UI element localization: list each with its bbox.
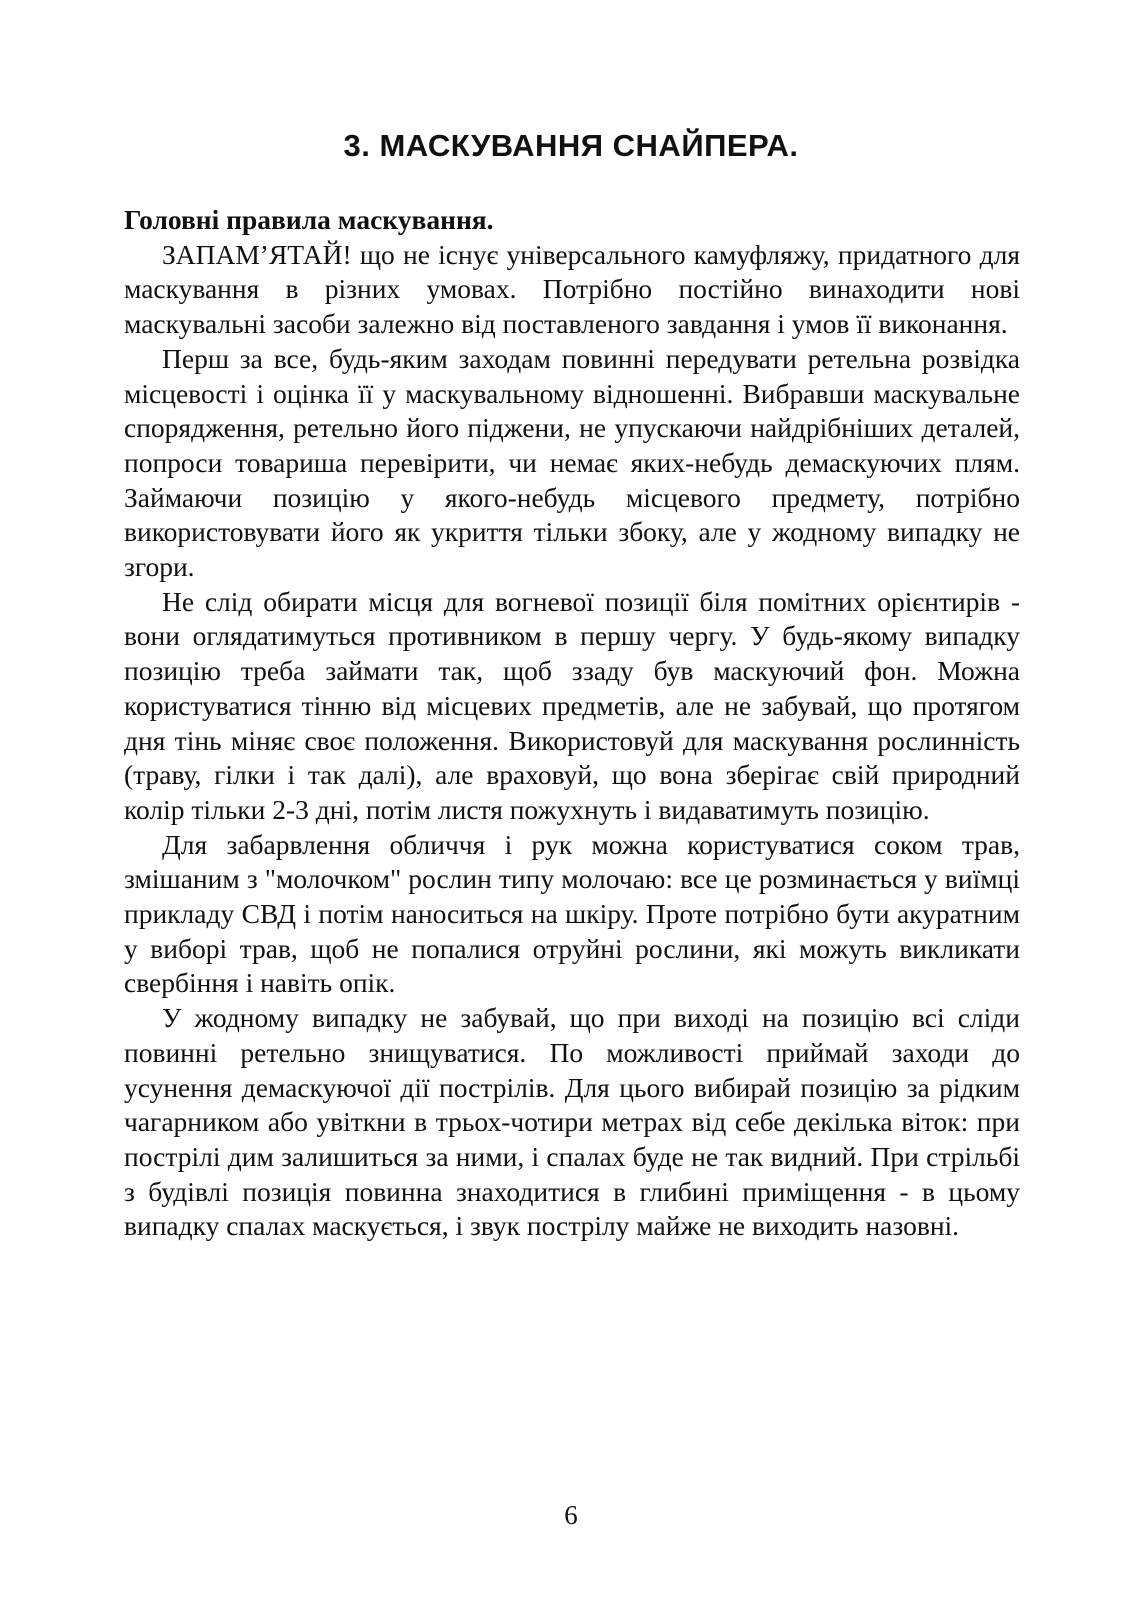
paragraph-text: що не існує універсального камуфляжу, придатного для маскування в різних умовах. Потрібно постійно винаходити нові маскувальні засоби залежно від поставленого завдання і умов її виконання. [124,238,1020,340]
section-title: 3. МАСКУВАННЯ СНАЙПЕРА. [343,128,799,163]
paragraph-4 [124,828,1020,1002]
paragraph-text: Не слід обирати місця для вогневої позиції біля помітних орієнтирів - вони оглядатимуться противником в першу чергу. У будь-якому випадку позицію треба займати так, щоб ззаду був маскуючий фон. Можна користуватися тінню від місцевих предметів, але не забувай, що протягом дня тінь міняє своє положення. Використовуй для маскування рослинність (траву, гілки і так далі), але враховуй, що вона зберігає свій природний колір тільки 2-3 дні, потім листя пожухнуть і видаватимуть позицію. [124,585,1020,825]
paragraph-lead: ЗАПАМ’ЯТАЙ! [162,238,352,270]
paragraph-text: Перш за все, будь-яким заходам повинні передувати ретельна розвідка місцевості і оцінка її у маскувальному відношенні. Вибравши маскувальне спорядження, ретельно його піджени, не упускаючи найдрібніших деталей, попроси товариша перевірити, чи немає яких-небудь демаскуючих плям. Займаючи позицію у якого-небудь місцевого предмету, потрібно використовувати його як укриття тільки збоку, але у жодному випадку не згори. [124,342,1020,583]
document-body [124,203,1020,1244]
paragraph-1 [124,238,1020,342]
paragraph-text: У жодному випадку не забувай, що при виході на позицію всі сліди повинні ретельно знищуватися. По можливості приймай заходи до усунення демаскуючої дії пострілів. Для цього вибирай позицію за рідким чагарником або увіткни в трьох-чотири метрах від себе декілька віток: при пострілі дим залишиться за ними, і спалах буде не так видний. При стрільбі з будівлі позиція повинна знаходитися в глибині приміщення - в цьому випадку спалах маскується, і звук пострілу майже не виходить назовні. [124,1002,1020,1242]
paragraph-2 [124,342,1020,585]
paragraph-3 [124,585,1020,828]
page-number: 6 [564,1500,578,1530]
paragraph-text: Для забарвлення обличчя і рук можна користуватися соком трав, змішаним з "молочком" рослин типу молочаю: все це розминається у виїмці прикладу СВД і потім наноситься на шкіру. Проте потрібно бути акуратним у виборі трав, щоб не попалися отруйні рослини, які можуть викликати свербіння і навіть опік. [124,828,1020,999]
subheading: Головні правила маскування. [124,204,494,235]
paragraph-5 [124,1001,1020,1244]
